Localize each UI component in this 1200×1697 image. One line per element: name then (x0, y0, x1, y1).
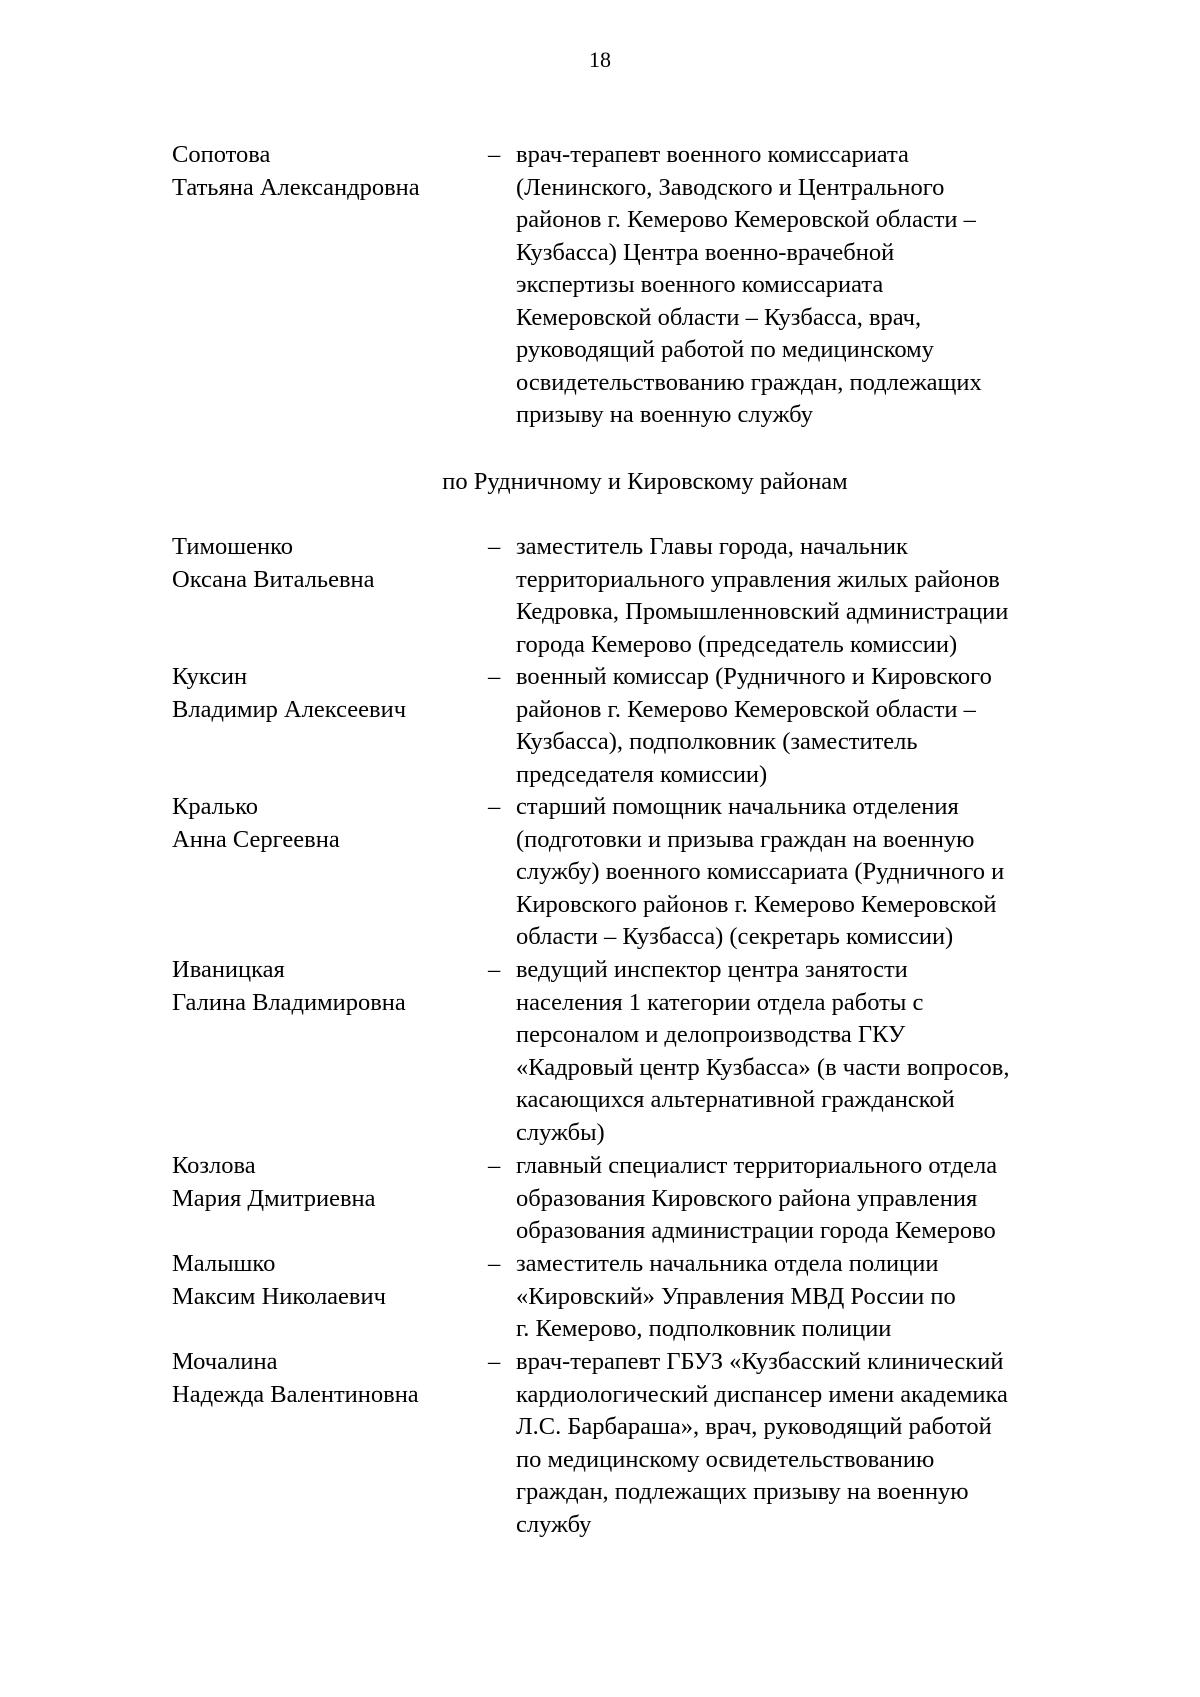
member-name (172, 954, 472, 1019)
description-line: Кедровка, Промышленновский администрации (516, 598, 1009, 625)
description-line: службу (516, 1510, 592, 1538)
dash-separator: – (488, 956, 501, 983)
description-line: кардиологический диспансер имени академика (516, 1380, 1008, 1408)
dash-separator: – (488, 1348, 501, 1375)
description-line: ведущий инспектор центра занятости (516, 956, 908, 983)
member-name (172, 661, 472, 726)
description-line: г. Кемерово, подполковник полиции (516, 1315, 892, 1342)
member-description (516, 1248, 1096, 1346)
description-line: персоналом и делопроизводства ГКУ (516, 1021, 906, 1048)
description-line: старший помощник начальника отделения (516, 793, 959, 820)
member-surname: Куксин (172, 663, 248, 690)
member-description (516, 531, 1096, 661)
dash-separator: – (488, 793, 501, 820)
member-name (172, 531, 472, 596)
member-given-names: Галина Владимировна (172, 988, 406, 1016)
member-given-names: Татьяна Александровна (172, 173, 420, 201)
member-description (516, 954, 1096, 1149)
description-line: (Ленинского, Заводского и Центрального (516, 173, 945, 201)
description-line: по медицинскому освидетельствованию (516, 1445, 935, 1473)
member-surname: Мочалина (172, 1348, 278, 1375)
description-line: (подготовки и призыва граждан на военную (516, 825, 975, 853)
member-description (516, 1346, 1096, 1541)
description-line: территориального управления жилых районов (516, 565, 1000, 593)
description-line: Кузбасса), подполковник (заместитель (516, 728, 918, 755)
member-surname: Иваницкая (172, 956, 285, 983)
member-surname: Малышко (172, 1250, 276, 1277)
member-name (172, 1248, 472, 1313)
member-surname: Тимошенко (172, 533, 293, 560)
member-description (516, 1150, 1096, 1248)
description-line: службу) военного комиссариата (Рудничного и (516, 858, 1005, 885)
description-line: касающихся альтернативной гражданской (516, 1086, 955, 1113)
section-heading: по Рудничному и Кировскому районам (442, 468, 848, 495)
description-line: главный специалист территориального отдела (516, 1152, 998, 1179)
description-line: врач-терапевт ГБУЗ «Кузбасский клинический (516, 1348, 1004, 1375)
description-line: Кировского районов г. Кемерово Кемеровской (516, 890, 997, 918)
member-name (172, 1346, 472, 1411)
description-line: районов г. Кемерово Кемеровской области – (516, 206, 976, 233)
description-line: заместитель начальника отдела полиции (516, 1250, 939, 1277)
member-name (172, 1150, 472, 1215)
member-description (516, 791, 1096, 954)
description-line: призыву на военную службу (516, 401, 813, 428)
member-surname: Сопотова (172, 141, 271, 168)
member-given-names: Анна Сергеевна (172, 825, 340, 853)
member-name (172, 791, 472, 856)
description-line: военный комиссар (Рудничного и Кировского (516, 663, 992, 690)
description-line: граждан, подлежащих призыву на военную (516, 1478, 969, 1505)
dash-separator: – (488, 1152, 501, 1179)
description-line: освидетельствованию граждан, подлежащих (516, 368, 982, 396)
member-given-names: Владимир Алексеевич (172, 695, 407, 723)
description-line: образования администрации города Кемерово (516, 1217, 996, 1244)
description-line: «Кировский» Управления МВД России по (516, 1282, 956, 1310)
description-line: Кузбасса) Центра военно-врачебной (516, 238, 895, 266)
member-name (172, 139, 472, 204)
description-line: образования Кировского района управления (516, 1184, 978, 1212)
description-line: «Кадровый центр Кузбасса» (в части вопросов, (516, 1053, 1010, 1081)
member-surname: Кралько (172, 793, 258, 820)
dash-separator: – (488, 1250, 501, 1277)
description-line: города Кемерово (председатель комиссии) (516, 630, 958, 658)
member-description (516, 661, 1096, 791)
dash-separator: – (488, 663, 501, 690)
description-line: руководящий работой по медицинскому (516, 336, 934, 363)
description-line: районов г. Кемерово Кемеровской области – (516, 695, 976, 723)
description-line: экспертизы военного комиссариата (516, 271, 884, 298)
member-description (516, 139, 1096, 432)
description-line: области – Кузбасса) (секретарь комиссии) (516, 923, 954, 950)
description-line: Кемеровской области – Кузбасса, врач, (516, 303, 922, 331)
description-line: населения 1 категории отдела работы с (516, 988, 924, 1016)
description-line: врач-терапевт военного комиссариата (516, 141, 909, 168)
description-line: заместитель Главы города, начальник (516, 533, 908, 560)
member-given-names: Надежда Валентиновна (172, 1380, 419, 1408)
description-line: Л.С. Барбараша», врач, руководящий работой (516, 1413, 992, 1440)
member-surname: Козлова (172, 1152, 256, 1179)
member-given-names: Мария Дмитриевна (172, 1184, 376, 1212)
dash-separator: – (488, 533, 501, 560)
member-given-names: Оксана Витальевна (172, 565, 375, 593)
page-number: 18 (589, 47, 611, 72)
member-given-names: Максим Николаевич (172, 1282, 386, 1310)
dash-separator: – (488, 141, 501, 168)
description-line: службы) (516, 1118, 605, 1146)
description-line: председателя комиссии) (516, 760, 768, 788)
